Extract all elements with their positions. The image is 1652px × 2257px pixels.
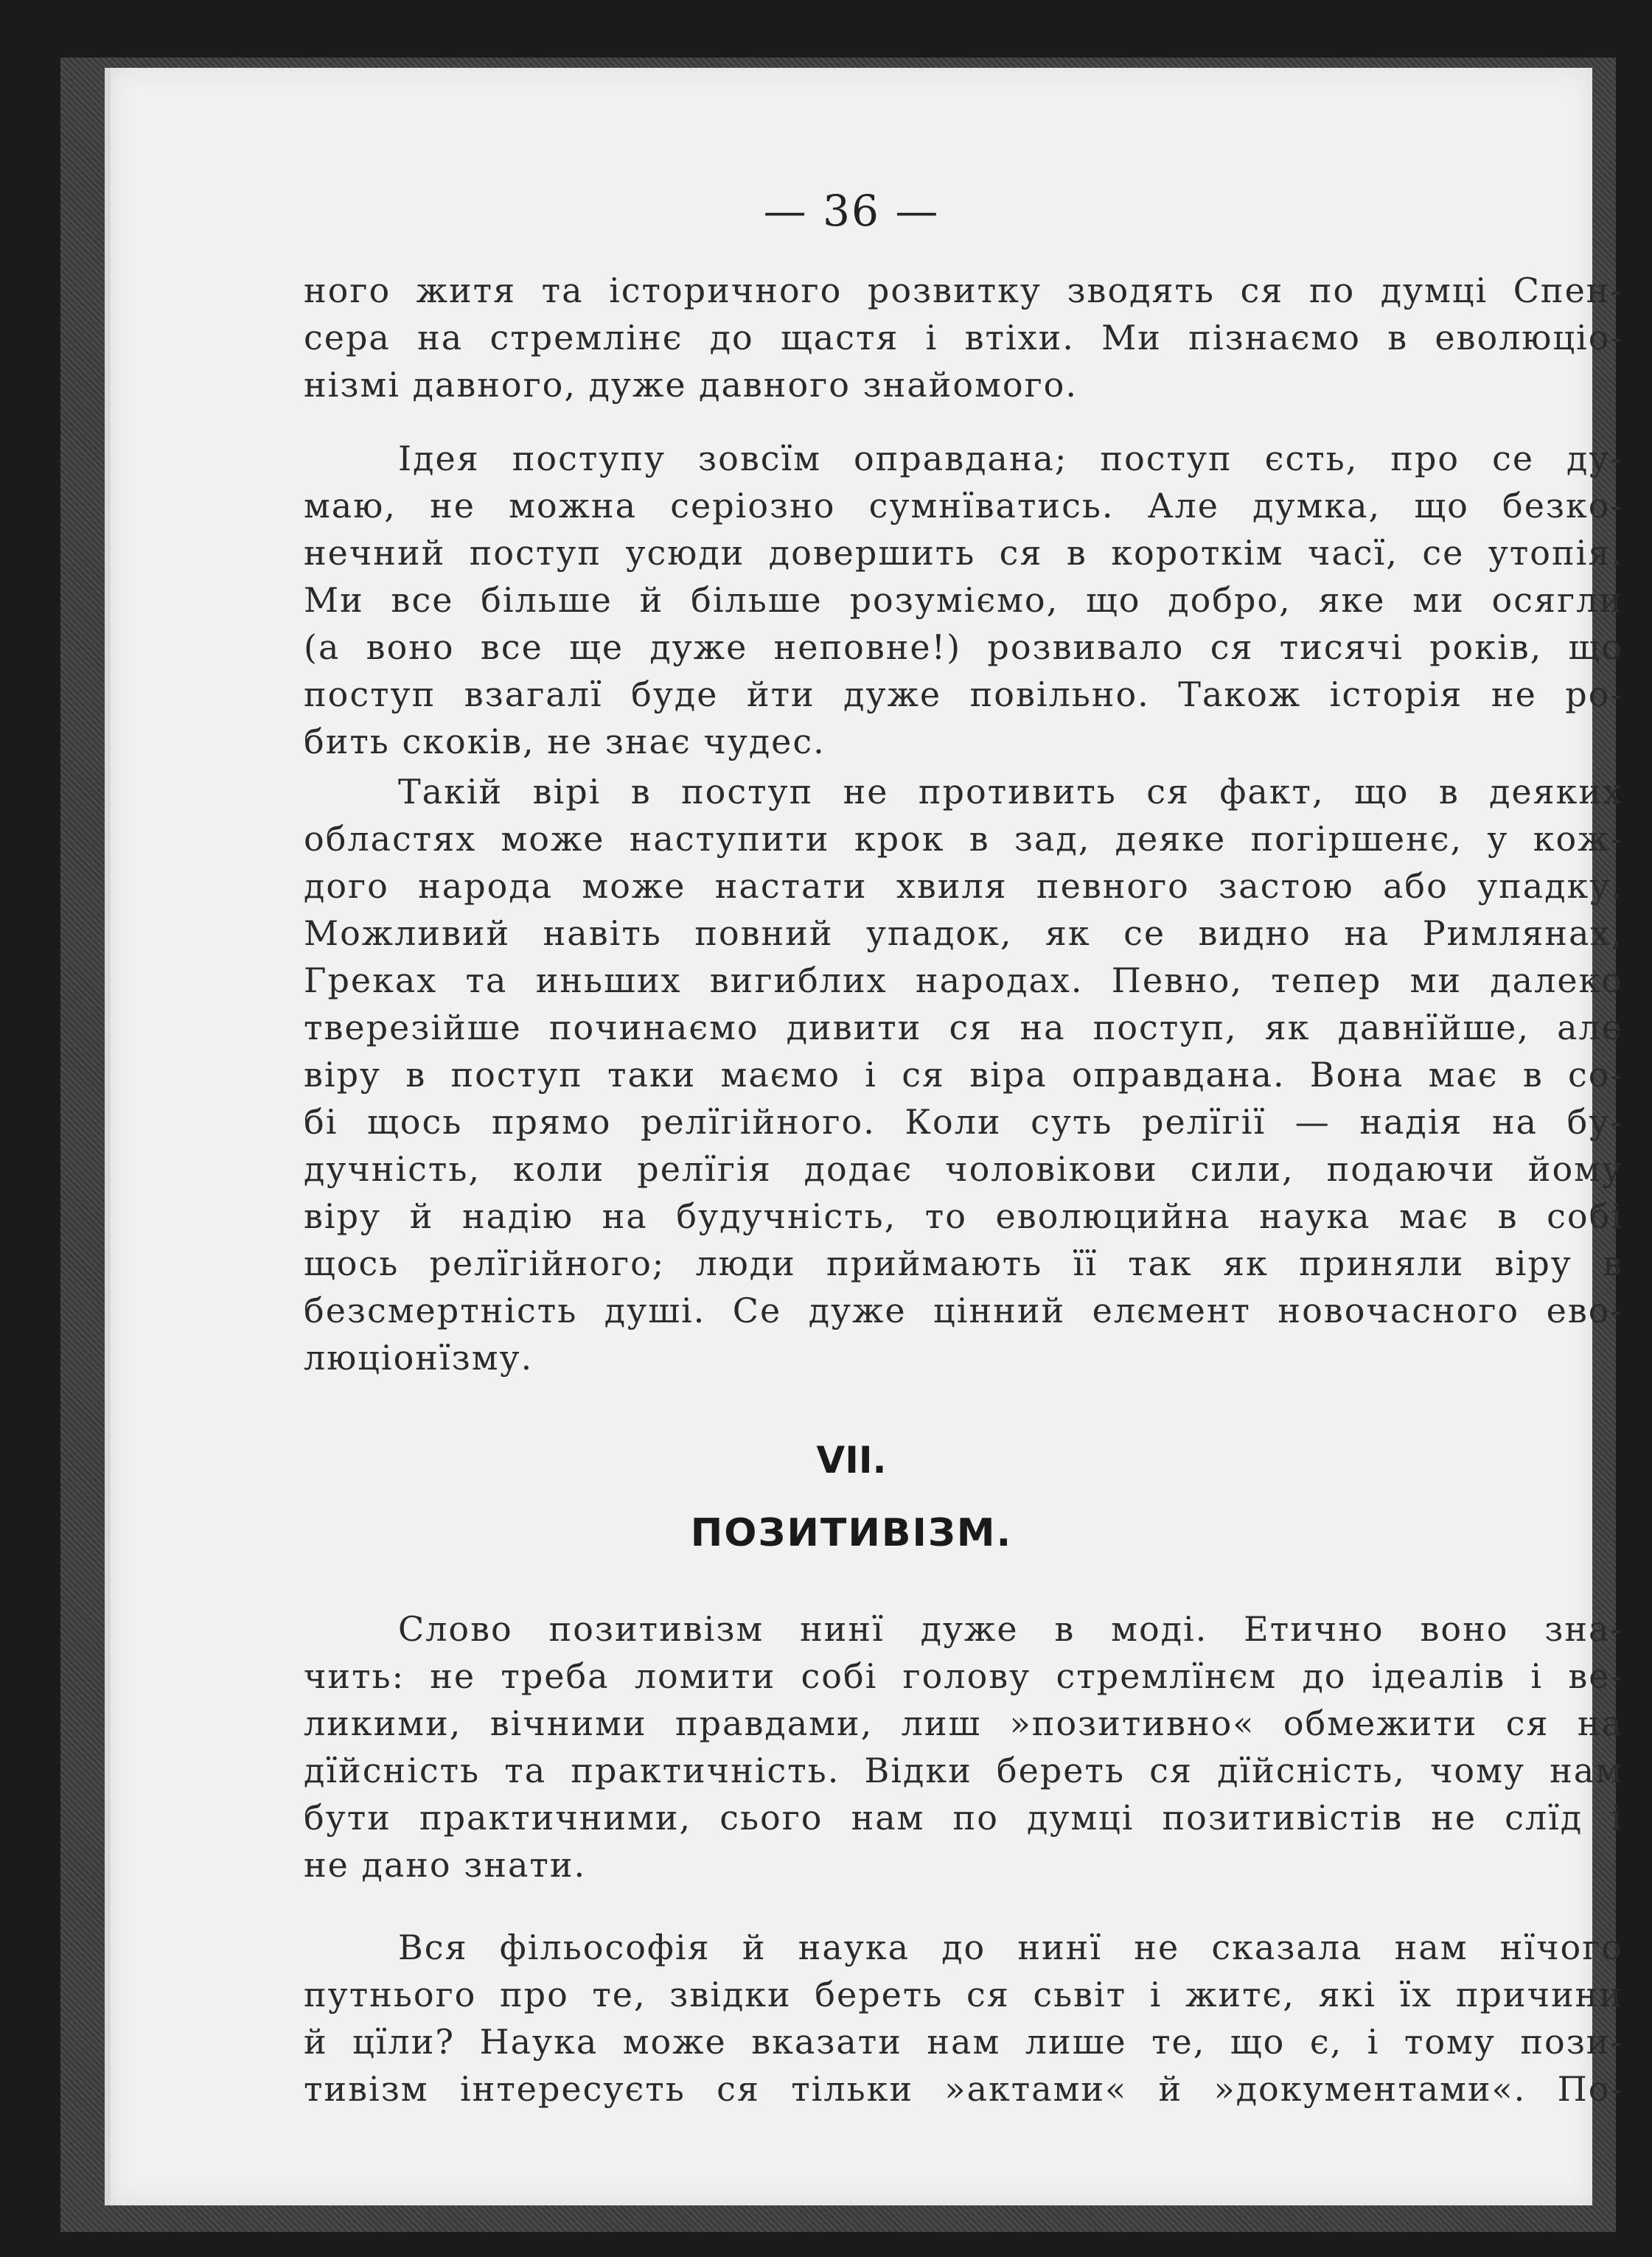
paragraph-continuation: [304, 267, 1623, 408]
paragraph-philosophy: [304, 1924, 1623, 2113]
section-number: VII.: [816, 1439, 887, 1482]
text-line: маю, не можна серіозно сумнїватись. Але думка, що безко-: [304, 486, 1623, 526]
text-line: Греках та иньших вигиблих народах. Певно, тепер ми далеко: [304, 960, 1623, 1000]
text-line: Слово позитивізм нинї дуже в моді. Етично воно зна-: [398, 1609, 1623, 1649]
text-line: тивізм інтересуєть ся тільки »актами« й »документами«. По-: [304, 2069, 1623, 2109]
text-line: Вся фільософія й наука до нинї не сказала нам нїчого: [398, 1928, 1623, 1967]
text-line: віру в поступ таки маємо і ся віра оправдана. Вона має в со-: [304, 1055, 1623, 1095]
text-line: безсмертність душі. Се дуже цінний елємент новочасного ево-: [304, 1291, 1623, 1330]
text-line: Можливий навіть повний упадок, як се видно на Римлянах,: [304, 913, 1623, 953]
text-line: віру й надію на будучність, то еволюцийна наука має в собі: [304, 1196, 1623, 1236]
text-line: бути практичними, сього нам по думці позитивістів не слїд і: [304, 1798, 1623, 1838]
text-line: нізмі давного, дуже давного знайомого.: [304, 365, 1078, 405]
text-line: (а воно все ще дуже неповне!) розвивало ся тисячі років, що: [304, 627, 1623, 667]
text-line: чить: не треба ломити собі голову стремлїнєм до ідеалів і ве-: [304, 1656, 1623, 1696]
text-line: щось релїгійного; люди приймають її так як приняли віру в: [304, 1243, 1623, 1283]
text-line: ликими, вічними правдами, лиш »позитивно« обмежити ся на: [304, 1703, 1623, 1743]
text-line: не дано знати.: [304, 1845, 587, 1885]
text-line: нечний поступ усюди довершить ся в короткім часї, се утопія.: [304, 533, 1623, 573]
text-line: Ідея поступу зовсїм оправдана; поступ єсть, про се ду-: [398, 439, 1623, 478]
text-line: поступ взагалї буде йти дуже повільно. Також історія не ро-: [304, 674, 1623, 714]
section-title: ПОЗИТИВІЗМ.: [690, 1511, 1013, 1555]
text-line: путнього про те, звідки береть ся сьвіт і житє, які їх причини: [304, 1975, 1623, 2014]
page-number: — 36 —: [763, 186, 940, 236]
text-line: дучність, коли релїгія додає чоловікови сили, подаючи йому: [304, 1149, 1623, 1189]
text-line: бі щось прямо релїгійного. Коли суть релїгії — надія на бу-: [304, 1102, 1623, 1142]
text-line: Ми все більше й більше розуміємо, що добро, яке ми осягли: [304, 580, 1623, 620]
text-line: дого народа може настати хвиля певного застою або упадку.: [304, 866, 1623, 906]
text-line: бить скоків, не знає чудес.: [304, 722, 826, 761]
paragraph-faith-in-progress: [304, 768, 1623, 1381]
text-line: люціонїзму.: [304, 1338, 534, 1378]
text-line: сера на стремлінє до щастя і втіхи. Ми пізнаємо в еволюціо-: [304, 318, 1623, 357]
text-line: ного житя та історичного розвитку зводять ся по думці Спен-: [304, 271, 1623, 310]
paragraph-progress: [304, 435, 1623, 765]
paragraph-positivism: [304, 1605, 1623, 1888]
text-line: дїйсність та практичність. Відки береть ся дїйсність, чому нам: [304, 1751, 1623, 1790]
text-line: Такій вірі в поступ не противить ся факт, що в деяких: [398, 772, 1623, 812]
text-line: й цїли? Наука може вказати нам лише те, що є, і тому пози-: [304, 2022, 1623, 2062]
document-page: [105, 68, 1623, 2205]
text-line: тверезійше починаємо дивити ся на поступ, як давнїйше, але: [304, 1008, 1623, 1047]
text-line: областях може наступити крок в зад, деяке погіршенє, у кож-: [304, 819, 1623, 859]
